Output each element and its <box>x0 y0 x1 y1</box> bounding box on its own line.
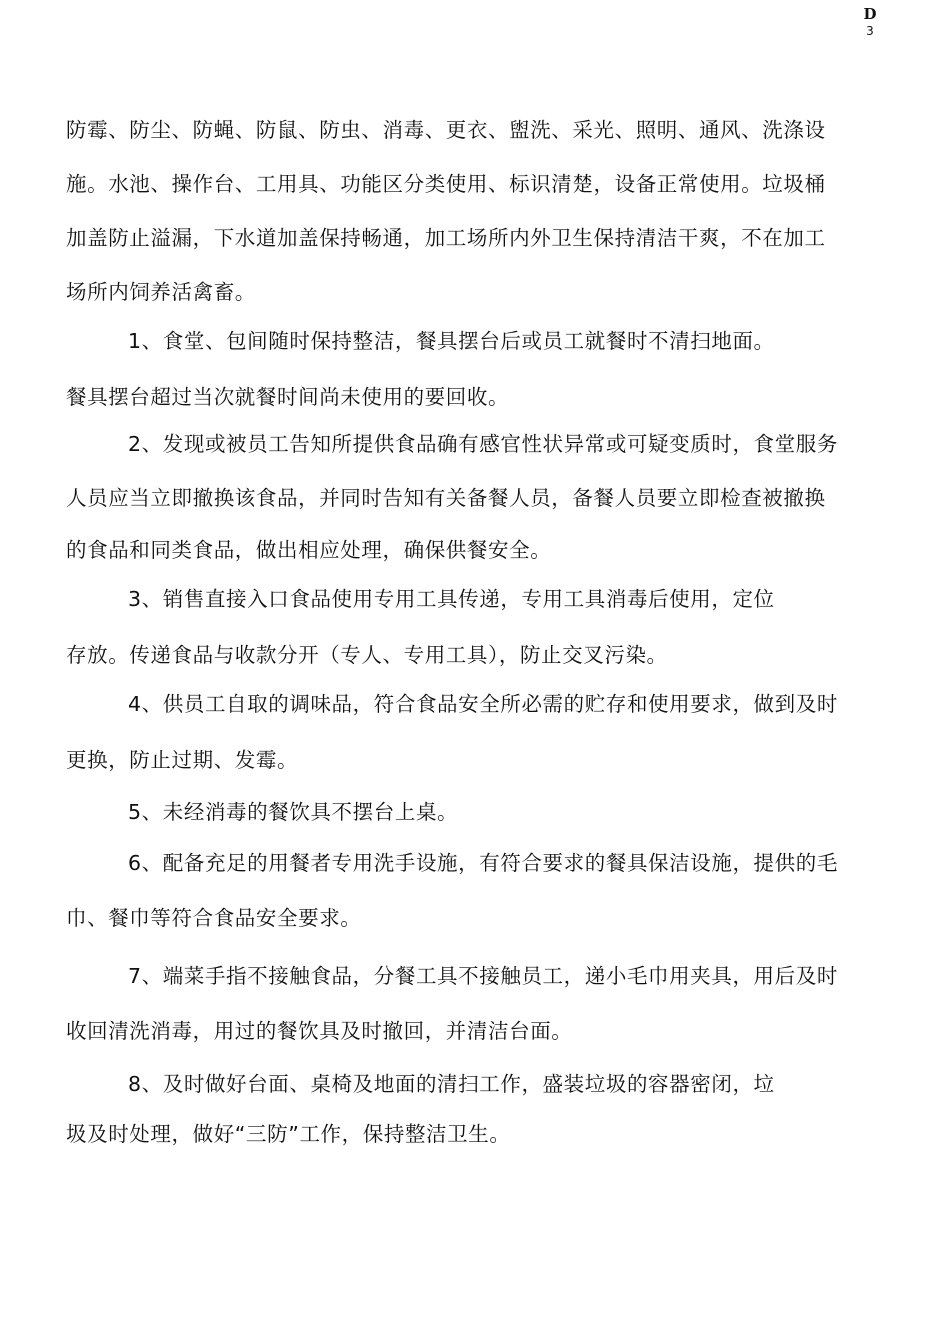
text-line: 5、未经消毒的餐饮具不摆台上桌。 <box>128 800 459 824</box>
text-line: 7、端菜手指不接触食品，分餐工具不接触员工，递小毛巾用夹具，用后及时 <box>128 964 838 988</box>
text-line: 8、及时做好台面、桌椅及地面的清扫工作，盛装垃圾的容器密闭，垃 <box>128 1072 775 1096</box>
text-line: 4、供员工自取的调味品，符合食品安全所必需的贮存和使用要求，做到及时 <box>128 692 838 716</box>
text-line: 人员应当立即撤换该食品，并同时告知有关备餐人员，备餐人员要立即检查被撤换 <box>66 486 826 510</box>
text-line: 圾及时处理，做好“三防”工作，保持整洁卫生。 <box>66 1122 511 1146</box>
text-line: 存放。传递食品与收款分开（专人、专用工具），防止交叉污染。 <box>66 643 668 667</box>
text-line: 更换，防止过期、发霉。 <box>66 748 299 772</box>
text-line: 3、销售直接入口食品使用专用工具传递，专用工具消毒后使用，定位 <box>128 587 775 611</box>
text-line: 2、发现或被员工告知所提供食品确有感官性状异常或可疑变质时，食堂服务 <box>128 432 838 456</box>
text-line: 6、配备充足的用餐者专用洗手设施，有符合要求的餐具保洁设施，提供的毛 <box>128 851 838 875</box>
text-line: 1、食堂、包间随时保持整洁，餐具摆台后或员工就餐时不清扫地面。 <box>128 329 775 353</box>
page-number: 3 <box>866 24 874 38</box>
text-line: 的食品和同类食品，做出相应处理，确保供餐安全。 <box>66 538 552 562</box>
text-line: 巾、餐巾等符合食品安全要求。 <box>66 906 362 930</box>
page-letter: D <box>863 5 877 23</box>
text-line: 收回清洗消毒，用过的餐饮具及时撤回，并清洁台面。 <box>66 1019 573 1043</box>
text-line: 场所内饲养活禽畜。 <box>66 280 256 304</box>
text-line: 餐具摆台超过当次就餐时间尚未使用的要回收。 <box>66 385 510 409</box>
text-line: 防霉、防尘、防蝇、防鼠、防虫、消毒、更衣、盥洗、采光、照明、通风、洗涤设 <box>66 118 826 142</box>
text-line: 施。水池、操作台、工用具、功能区分类使用、标识清楚，设备正常使用。垃圾桶 <box>66 172 826 196</box>
page-marker <box>840 4 900 38</box>
text-line: 加盖防止溢漏，下水道加盖保持畅通，加工场所内外卫生保持清洁干爽，不在加工 <box>66 226 826 250</box>
